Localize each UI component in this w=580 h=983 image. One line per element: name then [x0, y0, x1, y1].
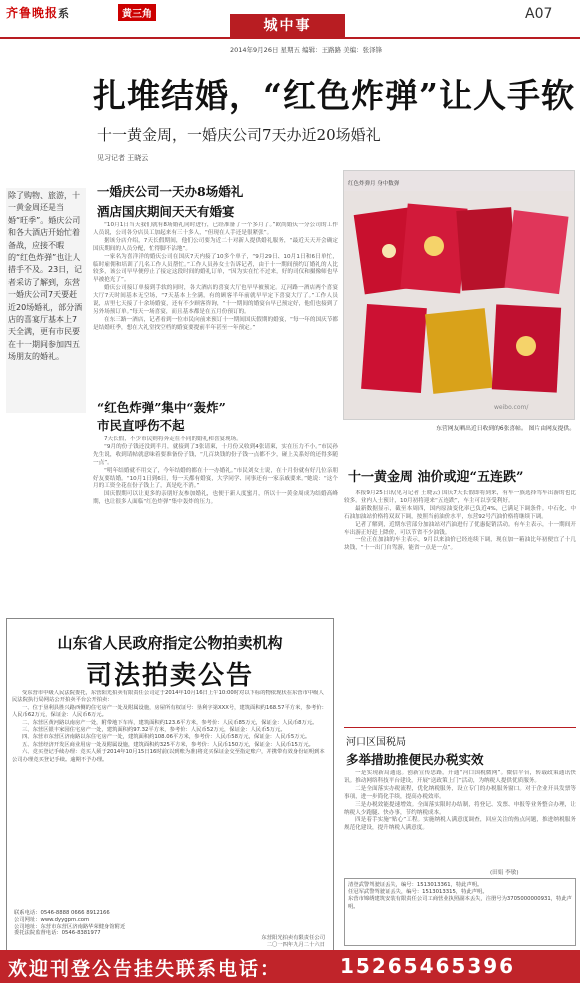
story4-paragraph: 四是着手实施“贴心”工程。实施纳税人满意度调查，回应关注的热点问题，推进纳税服务规范化建设，提升纳税人满意度。	[344, 817, 576, 832]
contact-line: 公司网址：www.dyygpm.com	[14, 916, 90, 923]
story2-heading1: “红色炸弹”集中“轰炸”	[97, 400, 226, 415]
lead-summary: 除了购物、旅游，十一黄金周还是当婚“旺季”。婚庆公司和各大酒店开始忙着备战，应接不暇的“红色炸弹”也让人措手不及。23日，记者采访了解到，东营一婚庆公司7天要赶近20场婚礼，部分酒店的喜宴厅基本上7天全满，更有市民要在十一期间参加四五场朋友的婚礼。	[6, 188, 86, 413]
story1-heading2: 酒店国庆期间天天有婚宴	[97, 204, 235, 219]
auction-item: 二、东营区黄河路以南房产一处，附带地下车库，建筑面积约123.6平方米，参考价：人民币85万元，保证金：人民币8万元。	[22, 719, 318, 726]
section-title: 城中事	[230, 14, 345, 38]
auction-contacts	[14, 910, 125, 937]
auction-intro: 受东营市中级人民法院委托，东营阳光拍卖有限责任公司定于2014年10月16日上午10:00时对以下标的物依现状在东营市中级人民法院执行局网站公开拍卖平台公开拍卖：	[12, 690, 324, 704]
story4-byline: (田娟 李敏)	[490, 870, 519, 876]
reporter-byline: 见习记者 王晓云	[97, 154, 149, 162]
auction-item: 三、东营区银丰家园住宅房产一处，建筑面积约97.32平方米，参考价：人民币52万元，保证金：人民币5万元。	[22, 727, 286, 734]
story4-paragraph: 三是办税效能提速增效。全面落实限时办结制，将登记、发票、申报等业务整合办理，让纳税人少跑腿、快办事，节约纳税成本。	[344, 801, 576, 816]
story4-divider	[344, 727, 576, 728]
story4-kicker: 河口区国税局	[346, 737, 406, 748]
story4-paragraph: 二是全面落实办税流程，优化纳税服务，设立专门的办税服务窗口。对于企业开具发票等事项，进一步简化手续，提高办税效率。	[344, 785, 576, 800]
auction-signature	[215, 935, 325, 949]
dateline: 2014年9月26日 星期五 编辑：王路路 美编：张泽锋	[230, 46, 383, 54]
story4-body	[344, 770, 576, 870]
invitation-cards-graphic	[344, 171, 575, 420]
story2-paragraph: “9月的份子钱还没到半月，就接到了3张请柬，十月份又收到4张请柬，实在压力不小。”市民孙先生说，收到请帖就意味着要准备份子钱，“几百块钱的份子钱一点都不少，碰上关系好的还得多随一点”。	[93, 443, 338, 466]
photo-caption: 东营网友晒出近日收到的6张喜帖。 图片由网友提供。	[436, 426, 575, 432]
auction-item: 四、东营市东营区济南路以东住宅房产一处，建筑面积约108.06平方米，参考价：人民币58万元，保证金：人民币5万元。	[22, 734, 311, 741]
banner-text: 欢迎刊登公告挂失联系电话：	[8, 958, 282, 980]
story1-paragraph: 在东三路一酒店，记者看到一位市民向前来预订十一期间国庆假期的婚宴，“每一年的国庆节都是结婚旺季，想在大礼堂找空档的婚宴要提前半年甚至一年预定。”	[93, 316, 338, 331]
photo-post-tag: 红色炸弹月 身中数弹	[348, 181, 400, 187]
story1-body	[93, 222, 338, 355]
notice-item: 清登武警驾驶证丢失，编号：1513013361，特此声明。	[348, 882, 483, 888]
story4-heading: 多举措助推便民办税实效	[346, 752, 484, 767]
auction-item: 五、东营经济开发区商业用房一处及附属设施，建筑面积约325平方米，参考价：人民币150万元，保证金：人民币15万元。	[22, 741, 314, 748]
lost-notice-box	[344, 878, 576, 946]
svg-text:weibo.com/: weibo.com/	[494, 404, 529, 411]
page-number: A07	[525, 6, 553, 22]
story4-paragraph: 一是实现新局通退。创新宣传思路，开通“河口国税微网”。微信平台，转载政策通讯快讯。推动网络科技平台建设，开展“送政策上门”活动，为纳税人提供优质服务。	[344, 770, 576, 784]
signature-company: 东营阳光拍卖有限责任公司	[261, 935, 325, 941]
story1-heading1: 一婚庆公司一天办8场婚礼	[97, 184, 244, 199]
story3-paragraph: 最新数据显示，截至本周四，国内原油变化率已负近4%，已满足下调条件。中石化、中石油加油站价格将双双下调，按照当前油价水平，东营92号汽油价格将继续下调。	[344, 505, 576, 520]
story3-body	[344, 490, 576, 650]
story3-paragraph: 记者了解到，近期东营部分加油站对汽油进行了优惠促销活动。有车主表示，十一期间开车出游正好赶上降价，可以节省不少油钱。	[344, 521, 576, 536]
story1-paragraph: 一家名为喜洋洋的婚庆公司在国庆7天内接了10多个单子，“9月29日、10月1日和6日单忙，临时雇佣和培训了几名工作人员帮忙。”工作人员孙女士告诉记者，由于十一期间预约订婚礼的人比较多，该公司早早便停止了接定这段时间的婚礼订单，“因为实在忙不过来，好的司仪和摄像师也早早被抢光了”。	[93, 253, 338, 284]
auction-item: 一、位于垦利县胜兴路西侧的住宅房产一处及附属设施，房屋所有权证号：垦利字第XXX号，建筑面积约168.57平方米，参考价：人民币62万元，保证金：人民币6万元。	[12, 704, 327, 719]
story1-paragraph: 据该分店介绍，7天长假期间，他们公司要为近二十对新人提供婚礼服务，“最近天天开会确定国庆期间的人员分配，忙得脚不沾地”。	[93, 237, 338, 252]
story2-body	[93, 436, 338, 586]
header-divider	[0, 37, 580, 39]
signature-date: 二〇一四年九月二十六日	[266, 941, 325, 948]
story2-paragraph: 7天长假，不少市民则将奔走在不同的婚礼和喜宴现场。	[104, 436, 242, 442]
story1-paragraph: “10月1日当天我们就有8场婚礼同时进行，已经准备了一个多月了。”欧尚婚庆一分公司的工作人员说，公司各分店员工加起来有三十多人，“但现在人手还是很紧张”。	[93, 222, 338, 236]
ad-contact-banner	[0, 950, 580, 983]
main-headline: 扎堆结婚，“红色炸弹”让人手软	[93, 76, 575, 115]
main-subheadline: 十一黄金周，一婚庆公司7天办近20场婚礼	[97, 126, 381, 144]
notice-item: 任冠军武警驾驶证丢失，编号：1513013315，特此声明。	[348, 889, 488, 896]
story1-paragraph: 婚庆公司接订单接到手软的同时，各大酒店的喜宴大厅也早早被预定。辽河路一酒店两个喜宴大厅7天时间基本无空场，“7天基本上全满，有的顾客半年前就早早定下喜宴大厅了。”工作人员说，店里七天接了十余场婚宴，还有不少顾客咨询，“十一期间的婚宴台早已预定好，他们也接到了另外场预订单。”每天一场喜宴，而且基本都是在五月份预订的。	[93, 285, 338, 315]
auction-notice-body	[12, 690, 328, 908]
wedding-invitations-photo	[343, 170, 575, 420]
auction-agency-title: 山东省人民政府指定公物拍卖机构	[57, 634, 283, 652]
story3-paragraph: 一位正在加油的车主表示，9月以来油价已经连续下调，现在加一箱油比年初便宜了十几块钱，“十一出门自驾游，能省一点是一点”。	[344, 537, 576, 552]
story2-paragraph: “明年结婚就不用交了，今年结婚的都在十一办婚礼。”市民刘女士说，在十月份就有好几位亲朋好友要结婚。“10月1日到6日，每一天都有婚宴，大学同学、同事还有一家亲戚要来。”她说：“这个月的工资全花在份子钱上了，真是吃不消。”	[93, 467, 338, 490]
story3-paragraph: 本报9月25日讯(见习记者 王晓云) 国庆7天长假即将到来，有车一族选择驾车出游的也比较多。业内人士预计，10月初将迎来“五连跌”，车主可以享受利好。	[344, 490, 576, 504]
contact-line: 联系电话：0546-8888 0666 8912166	[14, 910, 110, 916]
story2-paragraph: 国庆假期可以让更多的亲朋好友参加婚礼，也便于新人度蜜月，所以十一黄金周成为结婚高峰期，也让很多人面临“红色炸弹”集中轰炸的压力。	[93, 491, 338, 506]
contact-line: 委托法院监督电话：0546-8381977	[14, 930, 101, 937]
newspaper-logo: 齐鲁晚报系	[6, 6, 71, 20]
story2-heading2: 市民直呼伤不起	[97, 418, 185, 433]
edition-badge: 黄三角	[118, 4, 156, 21]
auction-notice-title: 司法拍卖公告	[85, 661, 254, 691]
notice-item: 东营市锦绣建筑安装有限责任公司工商营业执照副本丢失，注册号为3705000000931，特此声明。	[348, 896, 572, 910]
contact-line: 公司地址：东营市东营区济南路华荣健身馆附近	[14, 923, 126, 930]
auction-item: 六、竞买登记手续办理：竞买人须于2014年10月15日16时前(以到账为准)将竞买保证金交至指定账户，并携带有效身份证明到本公司办理竞买登记手续。逾期不予办理。	[12, 749, 325, 763]
story3-heading: 十一黄金周 油价或迎“五连跌”	[348, 470, 524, 485]
banner-phone: 15265465396	[340, 954, 516, 978]
